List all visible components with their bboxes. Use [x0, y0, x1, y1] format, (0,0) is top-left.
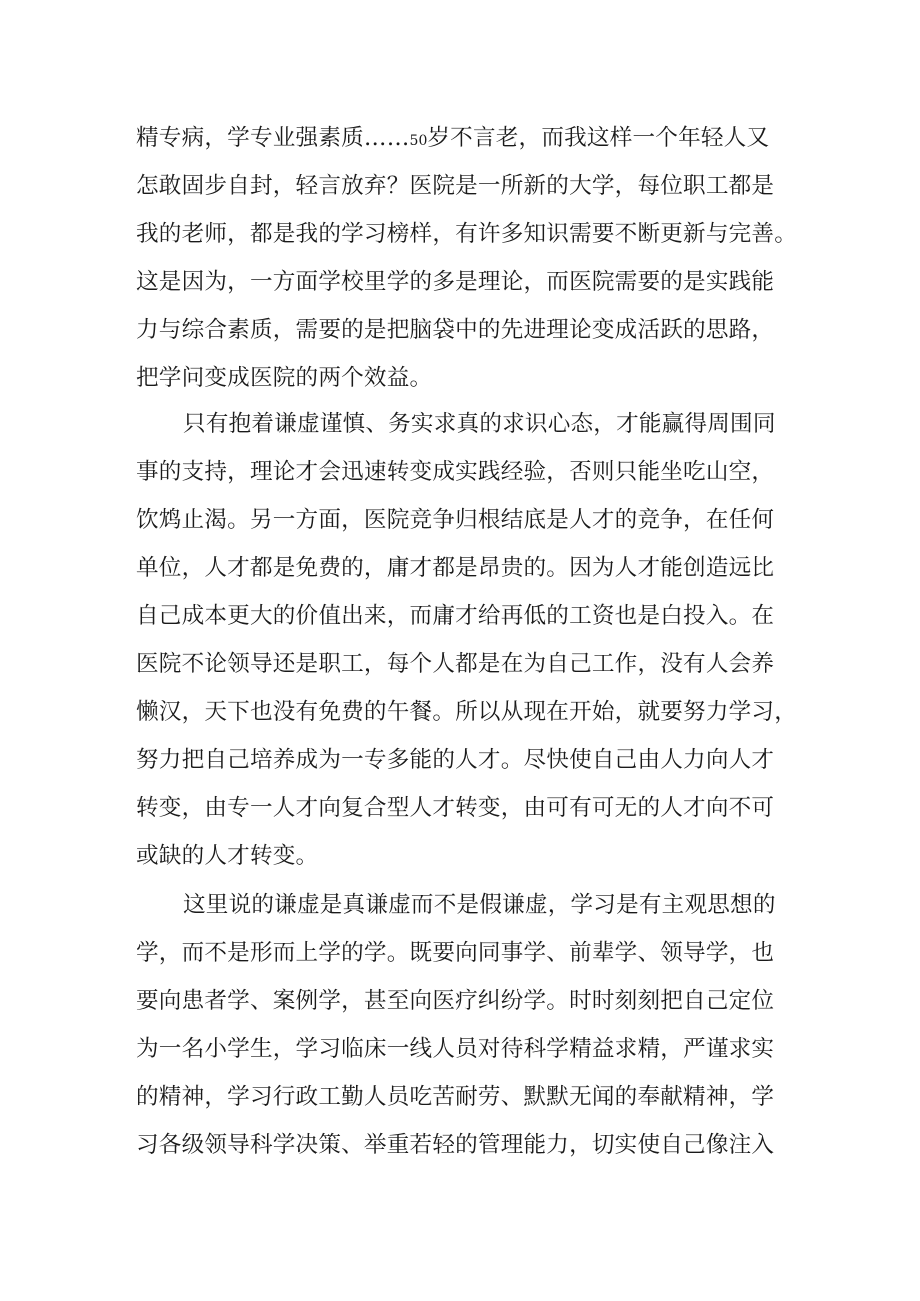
- text-line: 只有抱着谦虚谨慎、务实求真的求识心态，才能赢得周围同: [183, 411, 776, 437]
- text-line: 为一名小学生，学习临床一线人员对待科学精益求精，严谨求实: [136, 1036, 775, 1062]
- text-line: 要向患者学、案例学，甚至向医疗纠纷学。时时刻刻把自己定位: [136, 988, 775, 1014]
- text-line: 这里说的谦虚是真谦虚而不是假谦虚，学习是有主观思想的: [183, 892, 776, 918]
- paragraph-3: [136, 881, 796, 1169]
- text-line: 自己成本更大的价值出来，而庸才给再低的工资也是白投入。在: [136, 603, 775, 629]
- text-line: 饮鸩止渴。另一方面，医院竞争归根结底是人才的竞争，在任何: [136, 507, 775, 533]
- text-segment: 精专病，学专业强素质……: [136, 125, 410, 151]
- text-line: 懒汉，天下也没有免费的午餐。所以从现在开始，就要努力学习，: [136, 699, 798, 725]
- text-line: 力与综合素质，需要的是把脑袋中的先进理论变成活跃的思路，: [136, 317, 775, 343]
- text-line: [136, 114, 796, 162]
- text-line: 医院不论领导还是职工，每个人都是在为自己工作，没有人会养: [136, 651, 775, 677]
- text-line: 习各级领导科学决策、举重若轻的管理能力，切实使自己像注入: [136, 1132, 775, 1158]
- text-line: 怎敢固步自封，轻言放弃？医院是一所新的大学，每位职工都是: [136, 173, 775, 199]
- text-line: 这是因为，一方面学校里学的多是理论，而医院需要的是实践能: [136, 269, 775, 295]
- text-line: 努力把自己培养成为一专多能的人才。尽快使自己由人力向人才: [136, 747, 775, 773]
- text-line: 的精神，学习行政工勤人员吃苦耐劳、默默无闻的奉献精神，学: [136, 1084, 775, 1110]
- text-line: 转变，由专一人才向复合型人才转变，由可有可无的人才向不可: [136, 795, 775, 821]
- paragraph-2: [136, 400, 796, 880]
- text-line: 把学问变成医院的两个效益。: [136, 365, 433, 391]
- text-line: 我的老师，都是我的学习榜样，有许多知识需要不断更新与完善。: [136, 221, 798, 247]
- text-line: 单位，人才都是免费的，庸才都是昂贵的。因为人才能创造远比: [136, 555, 775, 581]
- text-line: 事的支持，理论才会迅速转变成实践经验，否则只能坐吃山空，: [136, 459, 775, 485]
- text-line: 学，而不是形而上学的学。既要向同事学、前辈学、领导学，也: [136, 940, 775, 966]
- paragraph-1: [136, 114, 796, 402]
- inline-number: 50: [409, 133, 428, 149]
- text-segment: 岁不言老，而我这样一个年轻人又: [427, 125, 770, 151]
- text-line: 或缺的人才转变。: [136, 843, 319, 869]
